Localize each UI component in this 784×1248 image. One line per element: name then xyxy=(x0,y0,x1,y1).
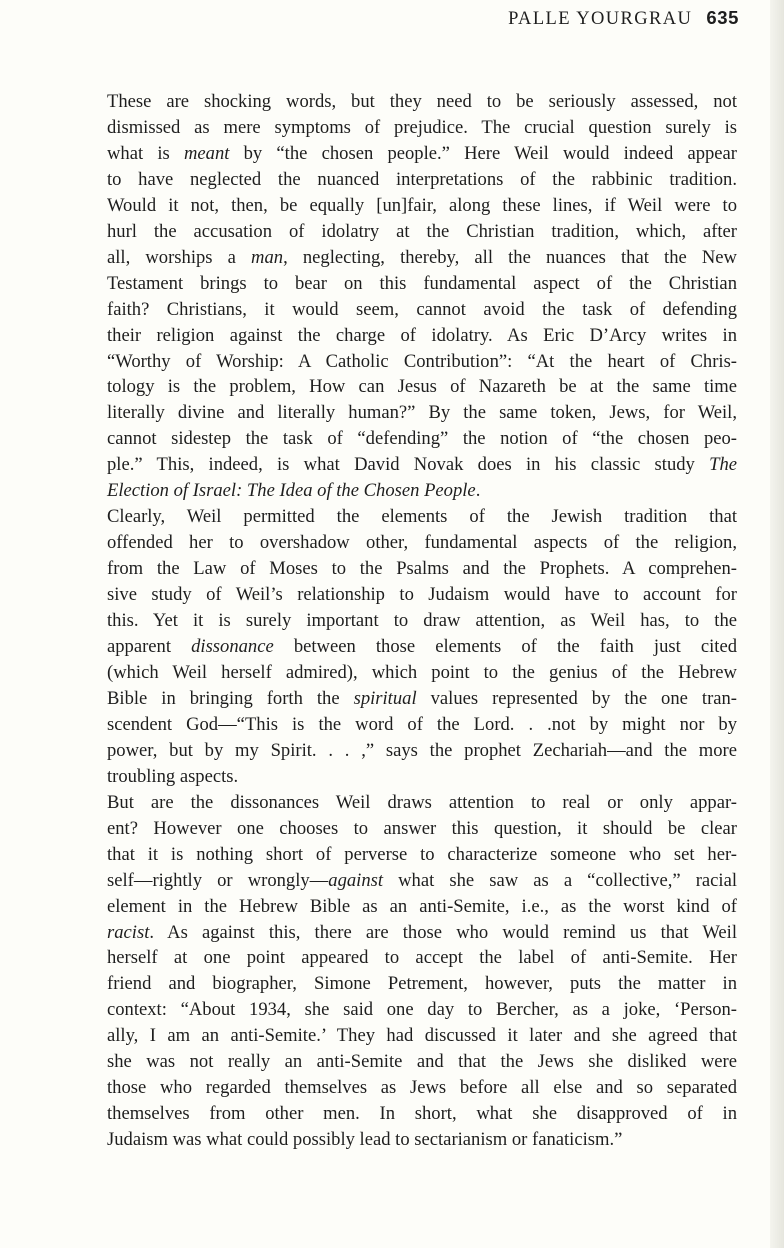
text-run: from the Law of Moses to the Psalms and the Prophets. A comprehen- xyxy=(107,558,737,580)
text-line xyxy=(82,686,737,712)
text-line xyxy=(82,971,737,997)
text-line xyxy=(82,1075,737,1101)
text-run: what is xyxy=(107,142,184,164)
running-head xyxy=(508,7,739,30)
text-line xyxy=(82,556,737,582)
body-text xyxy=(82,89,737,1153)
text-line xyxy=(82,504,737,530)
text-run: hurl the accusation of idolatry at the Christian tradition, which, after xyxy=(107,220,737,242)
text-run: herself at one point appeared to accept the label of anti-Semite. Her xyxy=(107,947,737,969)
text-line xyxy=(82,478,737,504)
italic-run: The xyxy=(709,454,737,476)
text-line xyxy=(82,141,737,167)
text-run: all, worships a xyxy=(107,246,252,268)
italic-run: racist xyxy=(107,921,150,943)
text-line xyxy=(82,400,737,426)
text-line xyxy=(82,349,737,375)
text-line xyxy=(82,738,737,764)
text-run: tology is the problem, How can Jesus of Nazareth be at the same time xyxy=(107,376,737,398)
text-line xyxy=(82,894,737,920)
italic-run: spiritual xyxy=(353,687,417,709)
text-line xyxy=(82,790,737,816)
text-line xyxy=(82,712,737,738)
text-line xyxy=(82,271,737,297)
text-run: offended her to overshadow other, fundamental aspects of the religion, xyxy=(107,532,737,554)
text-run: (which Weil herself admired), which point to the genius of the Hebrew xyxy=(107,661,737,683)
italic-run: against xyxy=(328,869,384,891)
text-run: faith? Christians, it would seem, cannot avoid the task of defending xyxy=(107,298,737,320)
text-line xyxy=(82,1049,737,1075)
text-run: their religion against the charge of idolatry. As Eric D’Arcy writes in xyxy=(107,324,737,346)
text-run: to have neglected the nuanced interpretations of the rabbinic tradition. xyxy=(107,168,737,190)
text-run: what she saw as a “collective,” racial xyxy=(383,869,737,891)
text-line xyxy=(82,868,737,894)
text-run: ent? However one chooses to answer this question, it should be clear xyxy=(107,817,737,839)
text-run: self—rightly or wrongly— xyxy=(107,869,329,891)
text-line xyxy=(82,452,737,478)
text-run: those who regarded themselves as Jews before all else and so separated xyxy=(107,1077,737,1099)
text-run: ally, I am an anti-Semite.’ They had discussed it later and she agreed that xyxy=(107,1025,737,1047)
text-run: . As against this, there are those who would remind us that Weil xyxy=(149,921,737,943)
text-line xyxy=(82,1101,737,1127)
text-run: she was not really an anti-Semite and that the Jews she disliked were xyxy=(107,1051,737,1073)
text-line xyxy=(82,297,737,323)
paragraph xyxy=(82,89,737,504)
text-line xyxy=(82,115,737,141)
text-run: Judaism was what could possibly lead to sectarianism or fanaticism.” xyxy=(107,1129,623,1151)
page-number: 635 xyxy=(706,7,739,28)
italic-run: dissonance xyxy=(191,636,274,658)
text-run: These are shocking words, but they need to be seriously assessed, not xyxy=(107,91,737,112)
paragraph xyxy=(82,504,737,789)
text-line xyxy=(82,920,737,946)
text-run: values represented by the one tran- xyxy=(416,687,737,709)
running-head-author: PALLE YOURGRAU xyxy=(508,9,693,29)
text-run: Bible in bringing forth the xyxy=(107,687,354,709)
paragraph xyxy=(82,790,737,1153)
text-line xyxy=(82,245,737,271)
text-line xyxy=(82,608,737,634)
text-line xyxy=(82,89,737,115)
text-line xyxy=(82,660,737,686)
text-run: ple.” This, indeed, is what David Novak does in his classic study xyxy=(107,454,710,476)
text-run: between those elements of the faith just cited xyxy=(273,636,738,658)
text-run: element in the Hebrew Bible as an anti-Semite, i.e., as the worst kind of xyxy=(107,895,737,917)
text-line xyxy=(82,323,737,349)
text-run: dismissed as mere symptoms of prejudice. The crucial question surely is xyxy=(107,116,737,138)
text-run: scendent God—“This is the word of the Lord. . .not by might nor by xyxy=(107,713,737,735)
text-line xyxy=(82,374,737,400)
text-line xyxy=(82,1127,737,1153)
text-line xyxy=(82,842,737,868)
text-run: power, but by my Spirit. . . ,” says the prophet Zechariah—and the more xyxy=(107,739,737,761)
italic-run: Election of Israel: The Idea of the Chosen People xyxy=(107,480,476,502)
text-run: by “the chosen people.” Here Weil would indeed appear xyxy=(229,142,737,164)
text-line xyxy=(82,764,737,790)
text-run: apparent xyxy=(107,636,192,658)
text-run: friend and biographer, Simone Petrement, however, puts the matter in xyxy=(107,973,737,995)
text-run: , neglecting, thereby, all the nuances that the New xyxy=(283,246,737,268)
text-line xyxy=(82,582,737,608)
text-line xyxy=(82,219,737,245)
text-line xyxy=(82,634,737,660)
italic-run: man xyxy=(251,246,284,268)
text-line xyxy=(82,945,737,971)
text-run: that it is nothing short of perverse to characterize someone who set her- xyxy=(107,843,737,865)
text-line xyxy=(82,530,737,556)
text-run: literally divine and literally human?” By the same token, Jews, for Weil, xyxy=(107,402,737,424)
text-run: . xyxy=(475,480,481,502)
text-run: Testament brings to bear on this fundamental aspect of the Christian xyxy=(107,272,737,294)
text-run: sive study of Weil’s relationship to Judaism would have to account for xyxy=(107,584,737,606)
text-line xyxy=(82,167,737,193)
text-line xyxy=(82,997,737,1023)
text-run: Clearly, Weil permitted the elements of the Jewish tradition that xyxy=(107,506,737,528)
text-line xyxy=(82,816,737,842)
text-line xyxy=(82,426,737,452)
text-run: But are the dissonances Weil draws attention to real or only appar- xyxy=(107,791,737,813)
text-line xyxy=(82,1023,737,1049)
text-run: Would it not, then, be equally [un]fair, along these lines, if Weil were to xyxy=(107,194,737,216)
page-gutter-shadow xyxy=(770,0,784,1248)
text-run: troubling aspects. xyxy=(107,765,239,787)
italic-run: meant xyxy=(183,142,230,164)
text-run: context: “About 1934, she said one day to Bercher, as a joke, ‘Person- xyxy=(107,999,737,1021)
text-line xyxy=(82,193,737,219)
text-run: themselves from other men. In short, what she disapproved of in xyxy=(107,1103,737,1125)
text-run: this. Yet it is surely important to draw attention, as Weil has, to the xyxy=(107,610,737,632)
text-run: “Worthy of Worship: A Catholic Contribution”: “At the heart of Chris- xyxy=(107,350,737,372)
text-run: cannot sidestep the task of “defending” the notion of “the chosen peo- xyxy=(107,428,737,450)
